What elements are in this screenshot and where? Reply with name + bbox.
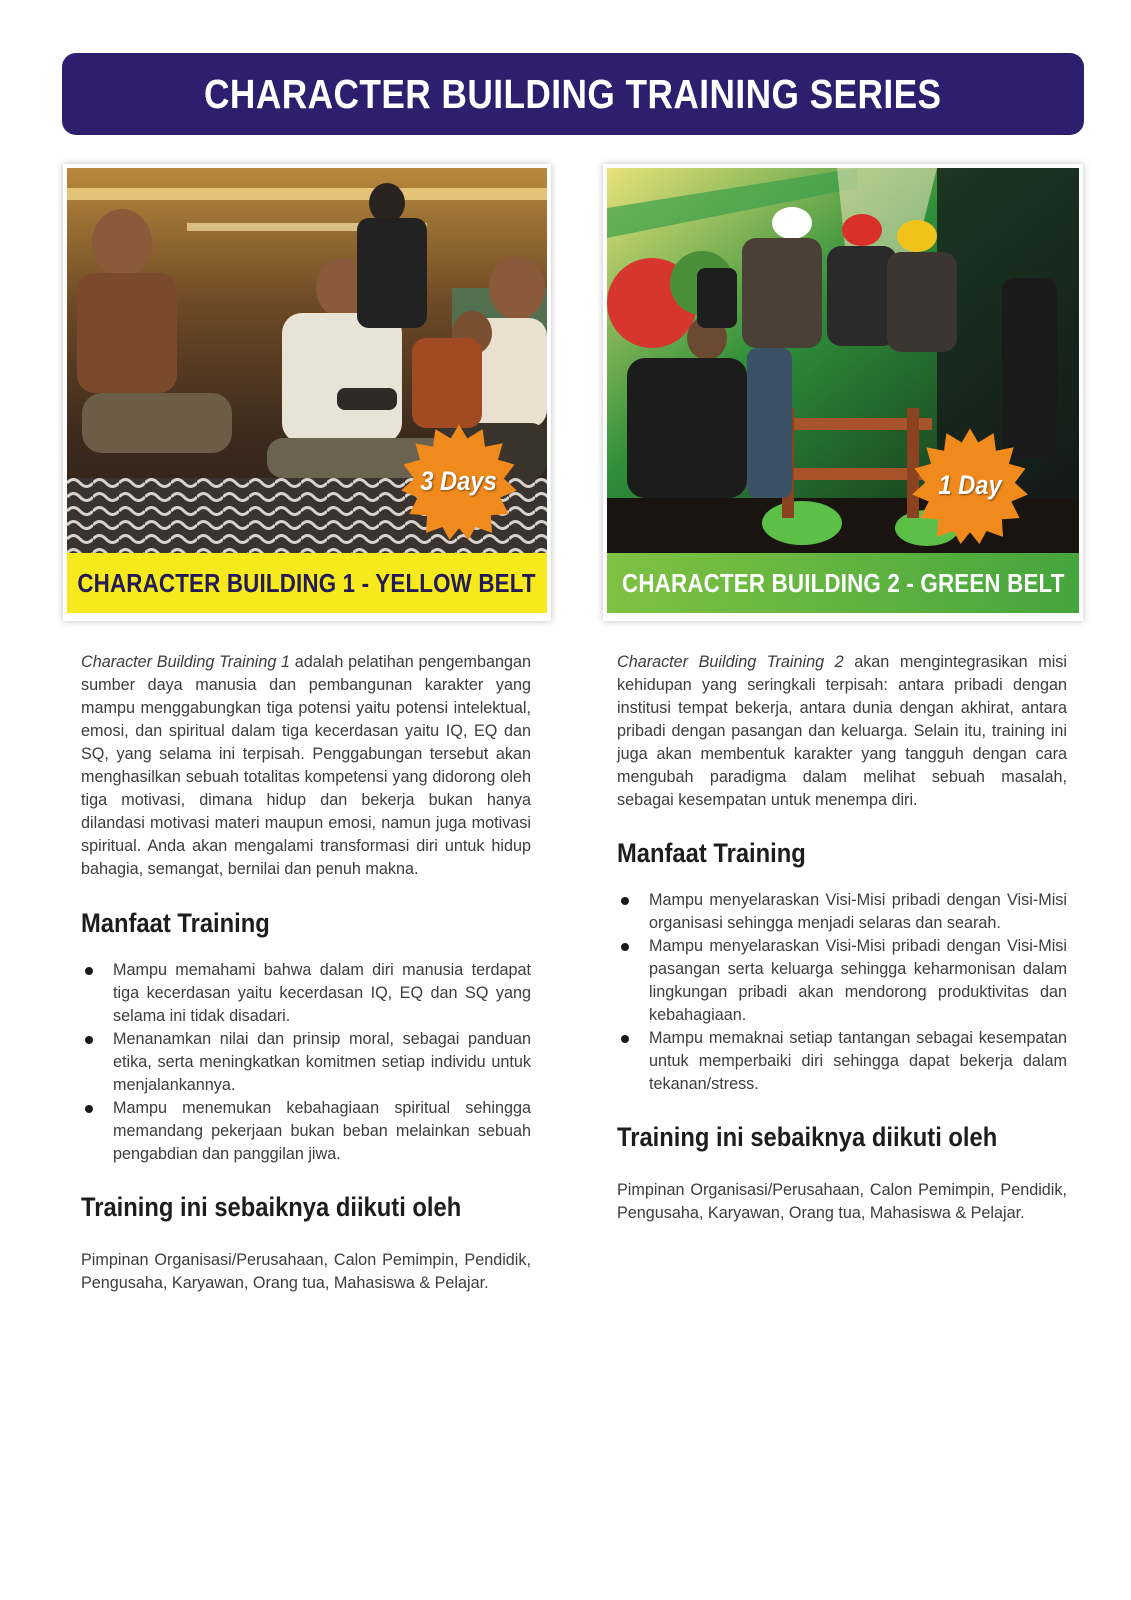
duration-badge-text: 1 Day (938, 469, 1002, 500)
audience-text: Pimpinan Organisasi/Perusahaan, Calon Pemimpin, Pendidik, Pengusaha, Karyawan, Orang tua, Mahasiswa & Pelajar. (617, 1181, 1067, 1222)
duration-badge (911, 426, 1029, 544)
title-banner (62, 53, 1084, 135)
program-card-green-belt (603, 164, 1083, 621)
list-item: Menanamkan nilai dan prinsip moral, sebagai panduan etika, serta meningkatkan komitmen setiap individu untuk menjalankannya. (81, 1028, 531, 1097)
duration-badge-text: 3 Days (420, 465, 498, 496)
training-photo-stage-activity (607, 168, 1079, 553)
list-item: Mampu menemukan kebahagiaan spiritual sehingga memandang pekerjaan bukan beban melainkan sebuah pengabdian dan panggilan jiwa. (81, 1097, 531, 1166)
audience-text: Pimpinan Organisasi/Perusahaan, Calon Pemimpin, Pendidik, Pengusaha, Karyawan, Orang tua, Mahasiswa & Pelajar. (81, 1251, 531, 1292)
audience-heading: Training ini sebaiknya diikuti oleh (617, 1122, 998, 1152)
list-item: Mampu menyelaraskan Visi-Misi pribadi dengan Visi-Misi organisasi sehingga menjadi selaras dan searah. (617, 889, 1067, 935)
program-name: Character Building Training 2 (617, 653, 844, 671)
duration-badge (400, 422, 518, 540)
list-item: Mampu menyelaraskan Visi-Misi pribadi dengan Visi-Misi pasangan serta keluarga sehingga keharmonisan dalam lingkungan pribadi akan mendorong produktivitas dan kebahagiaan. (617, 935, 1067, 1027)
belt-label-yellow (67, 553, 547, 613)
benefits-heading: Manfaat Training (81, 908, 270, 938)
audience-heading: Training ini sebaiknya diikuti oleh (81, 1192, 462, 1222)
page-title: CHARACTER BUILDING TRAINING SERIES (204, 70, 942, 117)
program-name: Character Building Training 1 (81, 653, 291, 671)
benefits-list (617, 889, 1067, 1096)
program-card-yellow-belt (63, 164, 551, 621)
list-item: Mampu memahami bahwa dalam diri manusia terdapat tiga kecerdasan yaitu kecerdasan IQ, EQ dan SQ yang selama ini tidak disadari. (81, 959, 531, 1028)
right-column (617, 651, 1067, 1225)
benefits-heading: Manfaat Training (617, 838, 806, 868)
intro-paragraph (81, 651, 531, 881)
list-item: Mampu memaknai setiap tantangan sebagai kesempatan untuk memperbaiki diri sehingga dapat bekerja dalam tekanan/stress. (617, 1027, 1067, 1096)
belt-label-text: CHARACTER BUILDING 1 - YELLOW BELT (77, 567, 537, 598)
left-column (81, 651, 531, 1295)
intro-text: akan mengintegrasikan misi kehidupan yang seringkali terpisah: antara pribadi dengan institusi tempat bekerja, antara dunia dengan akhirat, antara pribadi dengan pasangan dan keluarga. Selain itu, training ini juga akan membentuk karakter yang tangguh dengan cara mengubah paradigma dalam melihat sebuah masalah, sebagai kesempatan untuk menempa diri. (617, 653, 1067, 809)
training-photo-participants-seated (67, 168, 547, 553)
belt-label-green (607, 553, 1079, 613)
benefits-list (81, 959, 531, 1166)
belt-label-text: CHARACTER BUILDING 2 - GREEN BELT (621, 567, 1065, 598)
intro-text: adalah pelatihan pengembangan sumber daya manusia dan pembangunan karakter yang mampu menggabungkan tiga potensi yaitu potensi intelektual, emosi, dan spiritual dalam tiga kecerdasan yaitu IQ, EQ dan SQ, yang selama ini terpisah. Penggabungan tersebut akan menghasilkan sebuah totalitas kompetensi yang didorong oleh tiga motivasi, dimana hidup dan bekerja bukan hanya dilandasi motivasi materi maupun emosi, namun juga motivasi spiritual. Anda akan mengalami transformasi diri untuk hidup bahagia, semangat, bernilai dan penuh makna. (81, 653, 531, 878)
intro-paragraph (617, 651, 1067, 812)
